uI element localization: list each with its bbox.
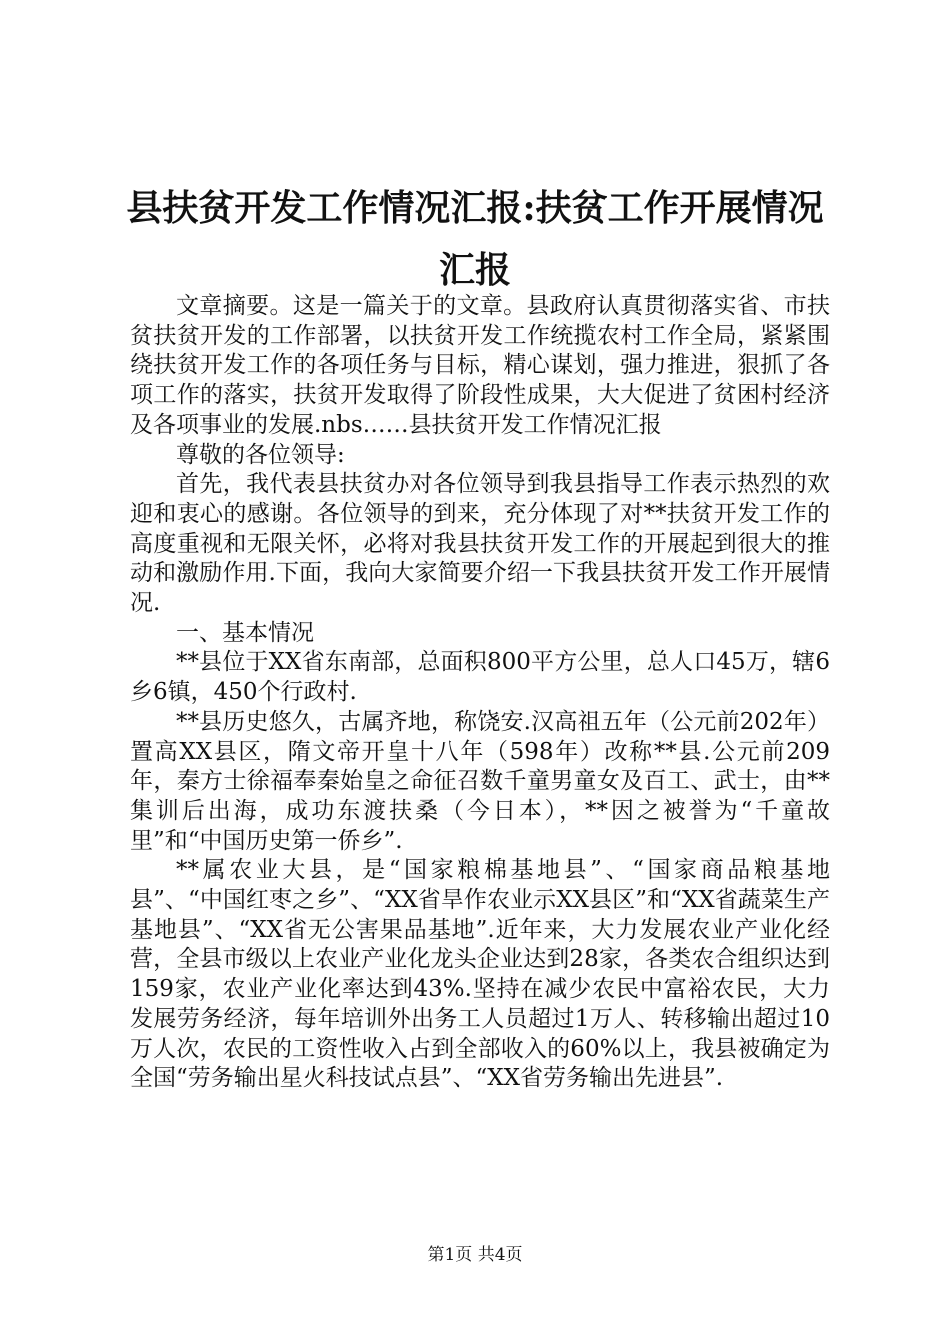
- document-body: [130, 292, 830, 1094]
- abstract-paragraph: 文章摘要。这是一篇关于的文章。县政府认真贯彻落实省、市扶贫扶贫开发的工作部署，以扶贫开发工作统揽农村工作全局，紧紧围绕扶贫开发工作的各项任务与目标，精心谋划，强力推进，狠抓了各项工作的落实，扶贫开发取得了阶段性成果，大大促进了贫困村经济及各项事业的发展.nbs……县扶贫开发工作情况汇报: [130, 293, 830, 438]
- section-heading: 一、基本情况: [176, 619, 314, 646]
- body-paragraph: **属农业大县，是“国家粮棉基地县”、“国家商品粮基地县”、“中国红枣之乡”、“XX省旱作农业示XX县区”和“XX省蔬菜生产基地县”、“XX省无公害果品基地”.近年来，大力发展农业产业化经营，全县市级以上农业产业化龙头企业达到28家，各类农合组织达到159家，农业产业化率达到43%.坚持在减少农民中富裕农民，大力发展劳务经济，每年培训外出务工人员超过1万人、转移输出超过10万人次，农民的工资性收入占到全部收入的60%以上，我县被确定为全国“劳务输出星火科技试点县”、“XX省劳务输出先进县”.: [130, 857, 830, 1092]
- intro-paragraph: 首先，我代表县扶贫办对各位领导到我县指导工作表示热烈的欢迎和衷心的感谢。各位领导的到来，充分体现了对**扶贫开发工作的高度重视和无限关怀，必将对我县扶贫开发工作的开展起到很大的推动和激励作用.下面，我向大家简要介绍一下我县扶贫开发工作开展情况.: [130, 471, 830, 617]
- document-title-continued: 汇报: [438, 249, 511, 291]
- salutation: 尊敬的各位领导:: [176, 441, 345, 468]
- page-footer: 第1页 共4页: [427, 1245, 523, 1265]
- body-paragraph: **县位于XX省东南部，总面积800平方公里，总人口45万，辖6乡6镇，450个行政村.: [130, 649, 830, 706]
- document-title: 县扶贫开发工作情况汇报:扶贫工作开展情况: [126, 187, 824, 229]
- body-paragraph: **县历史悠久，古属齐地，称饶安.汉高祖五年（公元前202年）置高XX县区，隋文帝开皇十八年（598年）改称**县.公元前209年，秦方士徐福奉秦始皇之命征召数千童男童女及百工、武士，由**集训后出海，成功东渡扶桑（今日本），**因之被誉为“千童故里”和“中国历史第一侨乡”.: [130, 708, 830, 854]
